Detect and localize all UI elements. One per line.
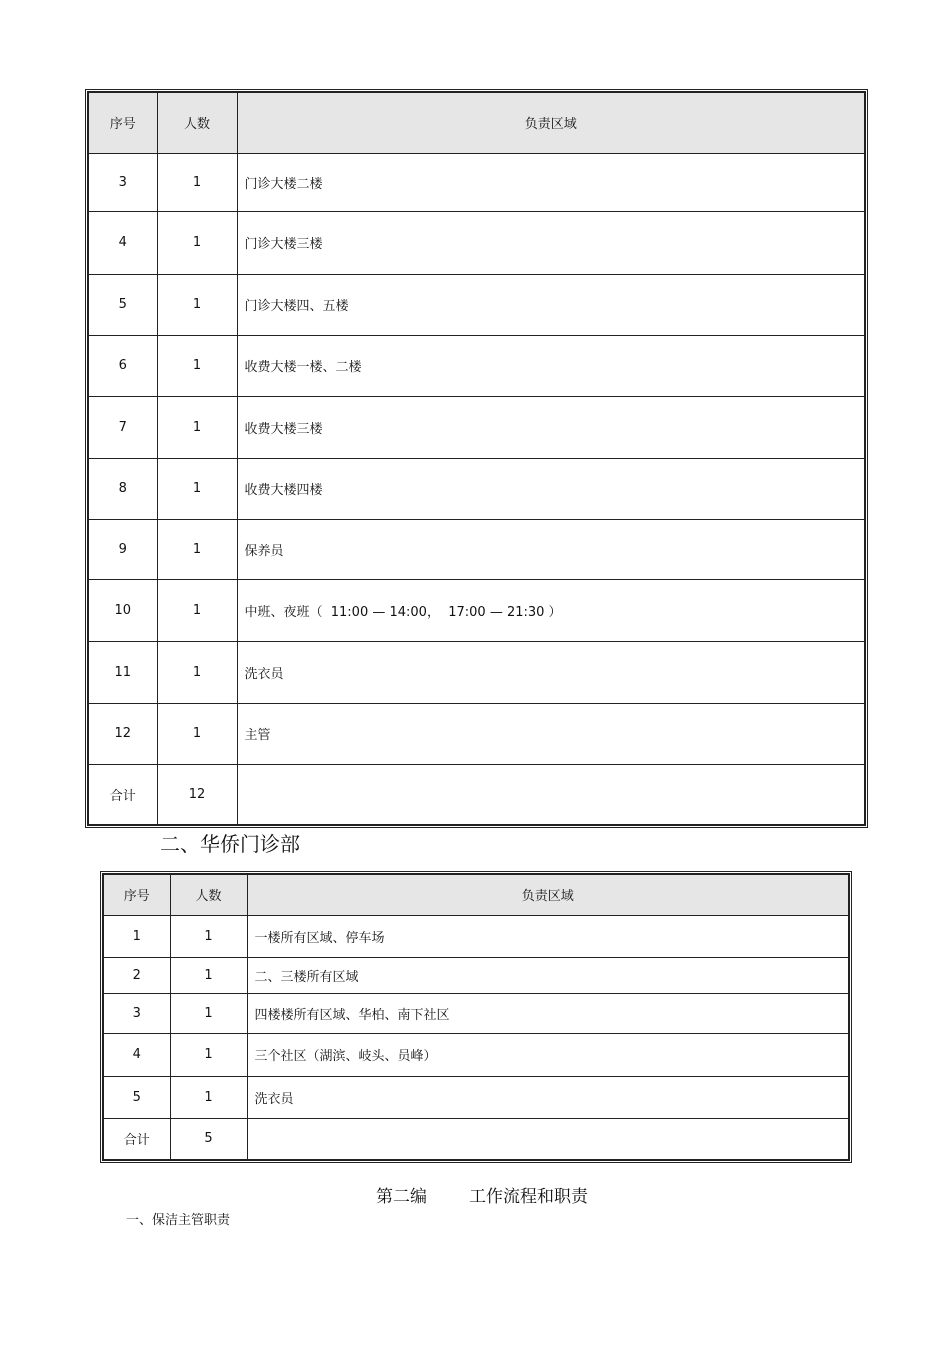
cell-seq: 6 [88,335,157,396]
cell-total-label: 合计 [88,764,157,825]
staffing-table-main [87,91,866,826]
cell-count: 1 [157,641,237,703]
cell-seq: 4 [103,1033,170,1076]
cell-count: 1 [157,335,237,396]
cell-count: 1 [170,957,247,993]
cell-seq: 10 [88,579,157,641]
table-row [103,993,849,1033]
table-row [103,1076,849,1118]
cell-count: 1 [170,993,247,1033]
cell-count: 1 [170,1033,247,1076]
cell-area: 中班、夜班（ 11:00 — 14:00， 17:00 — 21:30 ） [237,579,865,641]
table-row [88,335,865,396]
cell-area: 门诊大楼二楼 [237,153,865,211]
header-seq: 序号 [88,92,157,153]
cell-seq: 12 [88,703,157,764]
cell-count: 1 [157,153,237,211]
cell-area: 门诊大楼四、五楼 [237,274,865,335]
table-row [88,641,865,703]
cell-count: 1 [157,579,237,641]
table-row [88,211,865,274]
cell-area: 收费大楼一楼、二楼 [237,335,865,396]
cell-seq: 7 [88,396,157,458]
cell-seq: 3 [88,153,157,211]
cell-area: 保养员 [237,519,865,579]
cell-seq: 5 [103,1076,170,1118]
cell-area: 一楼所有区域、停车场 [247,915,849,957]
cell-area: 主管 [237,703,865,764]
header-area: 负责区域 [237,92,865,153]
table-row [88,458,865,519]
cell-count: 1 [157,458,237,519]
section-heading: 二、华侨门诊部 [160,832,300,856]
cell-area [247,1118,849,1160]
cell-count: 1 [157,396,237,458]
cell-count: 1 [157,274,237,335]
table-row [88,579,865,641]
cell-seq: 2 [103,957,170,993]
header-seq: 序号 [103,874,170,915]
cell-total-label: 合计 [103,1118,170,1160]
table-row [103,915,849,957]
cell-area: 洗衣员 [247,1076,849,1118]
part-title [376,1182,588,1207]
table-row [88,519,865,579]
cell-area [237,764,865,825]
cell-seq: 1 [103,915,170,957]
cell-area: 四楼楼所有区域、华柏、南下社区 [247,993,849,1033]
table-row [88,153,865,211]
header-count: 人数 [157,92,237,153]
cell-area: 门诊大楼三楼 [237,211,865,274]
part-label: 第二编 [376,1187,427,1207]
cell-area: 二、三楼所有区域 [247,957,849,993]
cell-count: 1 [157,703,237,764]
staffing-table-overseas-clinic [102,873,850,1161]
cell-seq: 9 [88,519,157,579]
table-row [88,396,865,458]
table-row [88,703,865,764]
subsection-heading: 一、保洁主管职责 [126,1213,231,1228]
cell-count: 1 [157,519,237,579]
table-header-row [88,92,865,153]
cell-seq: 4 [88,211,157,274]
cell-area: 洗衣员 [237,641,865,703]
cell-seq: 8 [88,458,157,519]
cell-count: 1 [157,211,237,274]
header-area: 负责区域 [247,874,849,915]
cell-area: 收费大楼四楼 [237,458,865,519]
header-count: 人数 [170,874,247,915]
cell-area: 三个社区（湖滨、岐头、员峰） [247,1033,849,1076]
part-title-text: 工作流程和职责 [469,1187,588,1207]
cell-area: 收费大楼三楼 [237,396,865,458]
table-header-row [103,874,849,915]
table-row [88,274,865,335]
table-total-row [103,1118,849,1160]
cell-seq: 5 [88,274,157,335]
table-total-row [88,764,865,825]
cell-total-count: 12 [157,764,237,825]
table-row [103,957,849,993]
cell-count: 1 [170,915,247,957]
cell-total-count: 5 [170,1118,247,1160]
cell-seq: 3 [103,993,170,1033]
table-row [103,1033,849,1076]
cell-seq: 11 [88,641,157,703]
cell-count: 1 [170,1076,247,1118]
